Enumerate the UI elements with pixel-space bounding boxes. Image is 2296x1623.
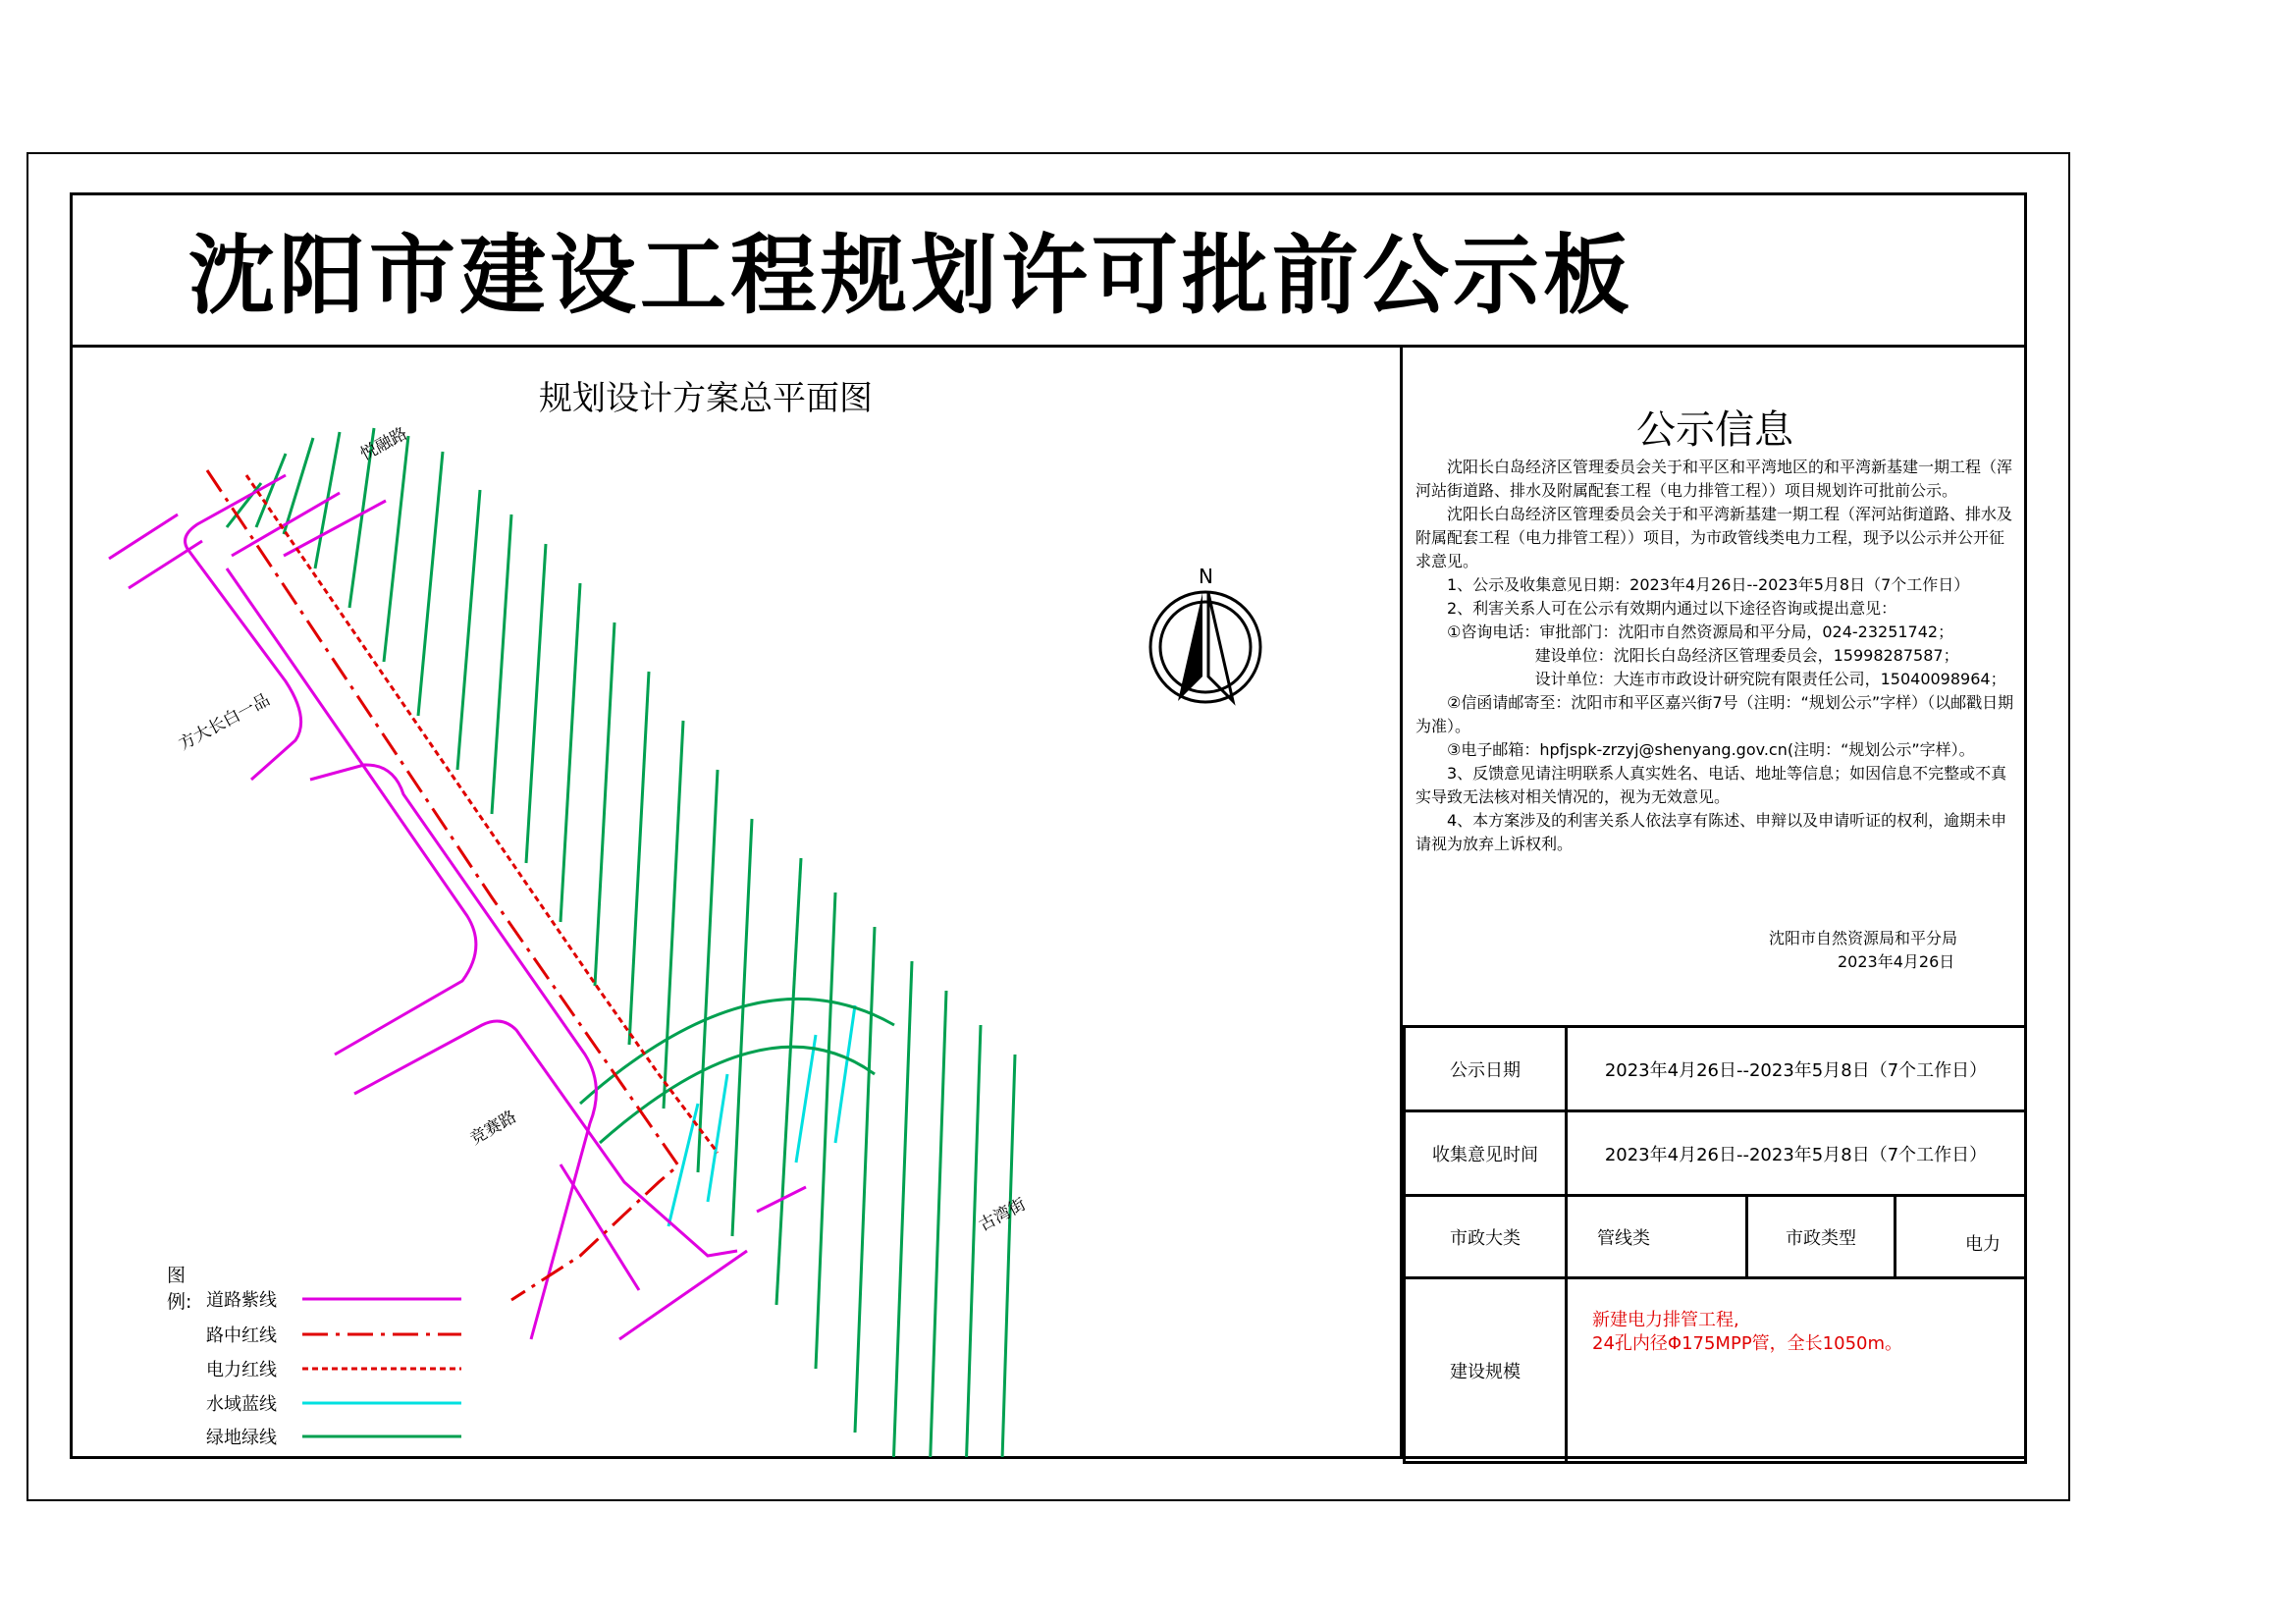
category-value: 管线类 [1567, 1196, 1747, 1278]
north-arrow [1150, 565, 1260, 702]
green-hatch-line [664, 721, 683, 1109]
notice-paragraph: 设计单位：大连市市政设计研究院有限责任公司，15040098964； [1534, 670, 2006, 688]
road-label-jingsai: 竞赛路 [466, 1107, 520, 1150]
table-row [1405, 1196, 2026, 1278]
legend-swatch [302, 1330, 462, 1338]
legend-label: 水域蓝线 [206, 1394, 277, 1415]
green-hatch-line [595, 622, 614, 986]
table-row [1405, 1027, 2026, 1111]
road-purple-lines [109, 475, 806, 1339]
green-hatch-line [776, 858, 801, 1305]
info-table [1403, 1025, 2027, 1464]
notice-paragraph: 建设单位：沈阳长白岛经济区管理委员会，15998287587； [1534, 646, 1959, 665]
legend-swatch [302, 1433, 462, 1440]
publicity-date-value: 2023年4月26日--2023年5月8日（7个工作日） [1567, 1027, 2026, 1111]
green-hatch-line [732, 819, 752, 1236]
water-line [835, 1005, 855, 1143]
green-hatch-line [698, 770, 718, 1172]
green-hatch-line [629, 672, 649, 1045]
legend-title: 图例: [167, 1265, 192, 1313]
road-label-yuerong: 悦融路 [356, 423, 411, 465]
green-hatch-line [927, 991, 946, 1457]
green-hatch-line [561, 583, 580, 922]
green-hatch-line [457, 490, 480, 770]
legend-label: 路中红线 [206, 1325, 277, 1346]
table-row [1405, 1111, 2026, 1196]
legend-label: 电力红线 [206, 1360, 277, 1380]
notice-paragraph: 4、本方案涉及的利害关系人依法享有陈述、申辩以及申请听证的权利，逾期未申请视为放弃上诉权利。 [1415, 811, 2007, 853]
collect-label: 收集意见时间 [1405, 1111, 1567, 1196]
green-hatch-line [816, 893, 835, 1369]
notice-panel [1406, 348, 2024, 1025]
notice-title: 公示信息 [1636, 407, 1793, 453]
plan-title: 规划设计方案总平面图 [539, 379, 873, 418]
notice-body [1415, 456, 2014, 856]
legend-item [206, 1322, 461, 1347]
water-line [708, 1074, 727, 1202]
scale-label: 建设规模 [1405, 1278, 1567, 1463]
notice-email[interactable]: ③电子邮箱：hpfjspk-zrzyj@shenyang.gov.cn(注明：“规划公示”字样）。 [1447, 740, 1975, 759]
notice-paragraph: ②信函请邮寄至：沈阳市和平区嘉兴街7号（注明：“规划公示”字样）（以邮戳日期为准）。 [1415, 693, 2014, 735]
signature-org: 沈阳市自然资源局和平分局 [1769, 929, 1958, 947]
signature [1769, 927, 1957, 974]
scale-line: 新建电力排管工程, [1592, 1310, 1739, 1330]
north-label: N [1199, 565, 1213, 588]
legend-item [206, 1286, 461, 1312]
green-hatch-line [418, 452, 443, 716]
scale-line: 24孔内径Φ175MPP管，全长1050m。 [1592, 1333, 1903, 1354]
road-center-red-line [207, 470, 678, 1300]
legend-label: 绿地绿线 [206, 1428, 277, 1448]
signature-date: 2023年4月26日 [1838, 952, 1955, 971]
publicity-date-label: 公示日期 [1405, 1027, 1567, 1111]
table-row [1405, 1278, 2026, 1463]
notice-paragraph: 2、利害关系人可在公示有效期内通过以下途径咨询或提出意见： [1447, 599, 1897, 618]
collect-value: 2023年4月26日--2023年5月8日（7个工作日） [1567, 1111, 2026, 1196]
green-hatch-line [961, 1025, 981, 1457]
road-label-fangda: 方大长白一品 [175, 689, 274, 755]
title-row [70, 192, 2027, 348]
category-label: 市政大类 [1405, 1196, 1567, 1278]
notice-paragraph: 1、公示及收集意见日期：2023年4月26日--2023年5月8日（7个工作日） [1447, 575, 1970, 594]
notice-paragraph: 沈阳长白岛经济区管理委员会关于和平湾新基建一期工程（浑河站街道路、排水及附属配套工程（电力排管工程））项目，为市政管线类电力工程，现予以公示并公开征求意见。 [1415, 505, 2013, 570]
legend-swatch [302, 1295, 462, 1303]
water-line [796, 1035, 816, 1163]
legend-swatch [302, 1399, 462, 1407]
legend-swatch [302, 1365, 462, 1373]
board-title: 沈阳市建设工程规划许可批前公示板 [187, 223, 1633, 326]
green-hatch-line [526, 544, 546, 863]
legend-label: 道路紫线 [206, 1290, 277, 1311]
legend-item [206, 1424, 461, 1449]
green-hatch-line [284, 438, 313, 534]
legend-item [206, 1390, 461, 1416]
green-hatch-line [384, 436, 408, 662]
scale-value [1567, 1278, 2026, 1463]
notice-paragraph: 沈阳长白岛经济区管理委员会关于和平区和平湾地区的和平湾新基建一期工程（浑河站街道路、排水及附属配套工程（电力排管工程））项目规划许可批前公示。 [1415, 458, 2013, 500]
notice-paragraph: 3、反馈意见请注明联系人真实姓名、电话、地址等信息；如因信息不完整或不真实导致无法核对相关情况的，视为无效意见。 [1415, 764, 2007, 806]
type-label: 市政类型 [1747, 1196, 1896, 1278]
legend-item [206, 1356, 461, 1381]
type-value: 电力 [1896, 1196, 2026, 1278]
road-label-guwan: 古湾街 [975, 1194, 1030, 1236]
green-hatch-line [892, 961, 912, 1457]
green-hatch-line [995, 1055, 1015, 1457]
notice-paragraph: ①咨询电话：审批部门：沈阳市自然资源局和平分局，024-23251742； [1447, 622, 1954, 641]
green-hatch-line [855, 927, 875, 1433]
green-hatch-line [492, 514, 511, 814]
